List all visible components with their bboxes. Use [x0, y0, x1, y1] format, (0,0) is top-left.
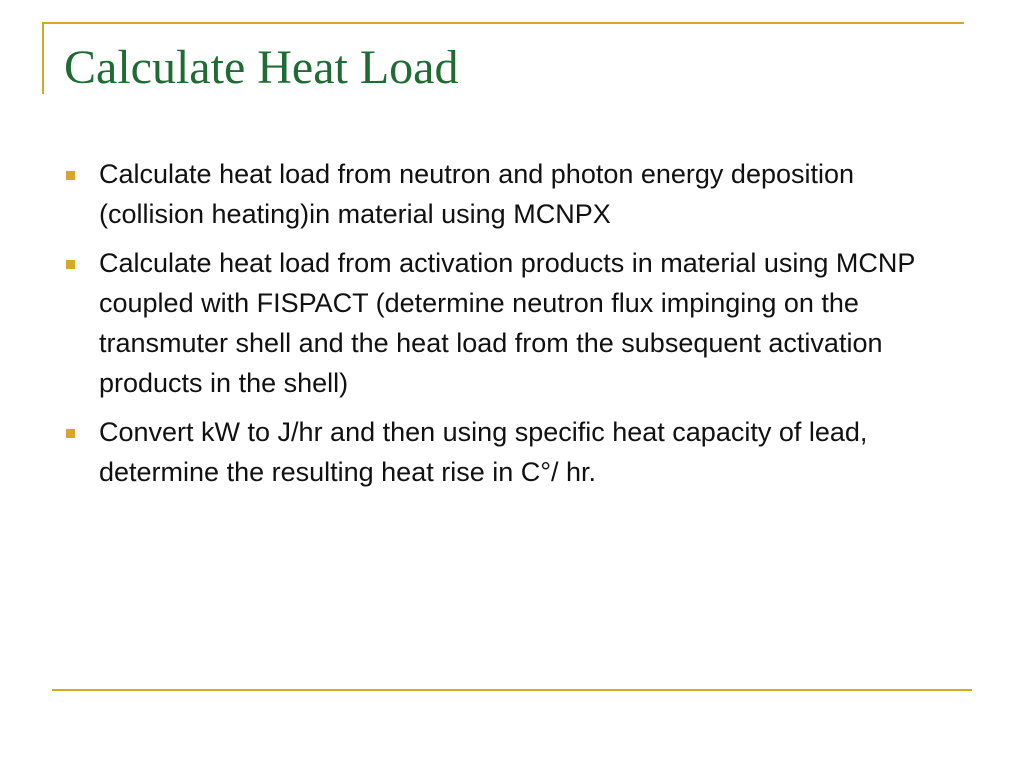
bullet-list — [62, 154, 962, 501]
top-border-line — [42, 22, 964, 24]
square-bullet-icon — [66, 171, 75, 180]
bottom-border-line — [52, 689, 972, 691]
bullet-text: Convert kW to J/hr and then using specific heat capacity of lead, determine the resulting heat rise in C°/ hr. — [99, 417, 868, 487]
square-bullet-icon — [66, 429, 75, 438]
slide-title: Calculate Heat Load — [64, 41, 459, 94]
square-bullet-icon — [66, 260, 75, 269]
left-border-line — [42, 22, 44, 94]
bullet-item — [62, 412, 962, 492]
bullet-item — [62, 243, 962, 403]
bullet-text: Calculate heat load from neutron and photon energy deposition (collision heating)in material using MCNPX — [99, 159, 855, 229]
bullet-item — [62, 154, 962, 234]
bullet-text: Calculate heat load from activation products in material using MCNP coupled with FISPACT (determine neutron flux impinging on the transmuter shell and the heat load from the subsequent activation products in the shell) — [99, 248, 915, 398]
